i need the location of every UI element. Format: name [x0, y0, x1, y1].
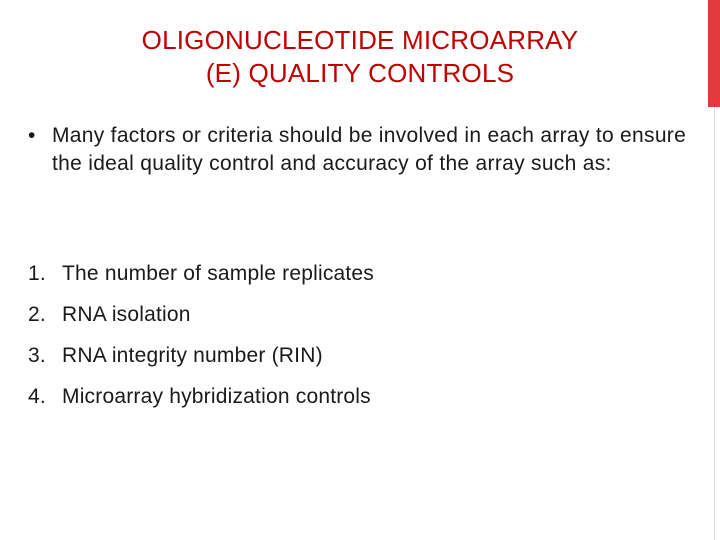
list-item-text: Microarray hybridization controls	[62, 385, 371, 408]
list-item-number: 2.	[28, 303, 46, 326]
list-item-number: 1.	[28, 262, 46, 285]
list-item	[28, 300, 374, 341]
list-item	[28, 382, 374, 423]
bullet-dot: •	[28, 124, 36, 147]
divider-line	[714, 107, 715, 540]
list-item-text: RNA isolation	[62, 303, 191, 326]
list-item-number: 3.	[28, 344, 46, 367]
list-item	[28, 341, 374, 382]
slide-title-line-1: OLIGONUCLEOTIDE MICROARRAY	[141, 25, 579, 55]
list-item-text: The number of sample replicates	[62, 262, 375, 285]
slide-title-line-2: (E) QUALITY CONTROLS	[205, 58, 515, 88]
intro-bullet	[28, 122, 688, 178]
slide-title	[60, 24, 660, 90]
numbered-list	[28, 259, 374, 423]
list-item	[28, 259, 374, 300]
accent-bar	[708, 0, 720, 107]
list-item-number: 4.	[28, 385, 46, 408]
intro-text: Many factors or criteria should be involved in each array to ensure the ideal quality control and accuracy of the array such as:	[52, 124, 687, 175]
list-item-text: RNA integrity number (RIN)	[62, 344, 323, 367]
